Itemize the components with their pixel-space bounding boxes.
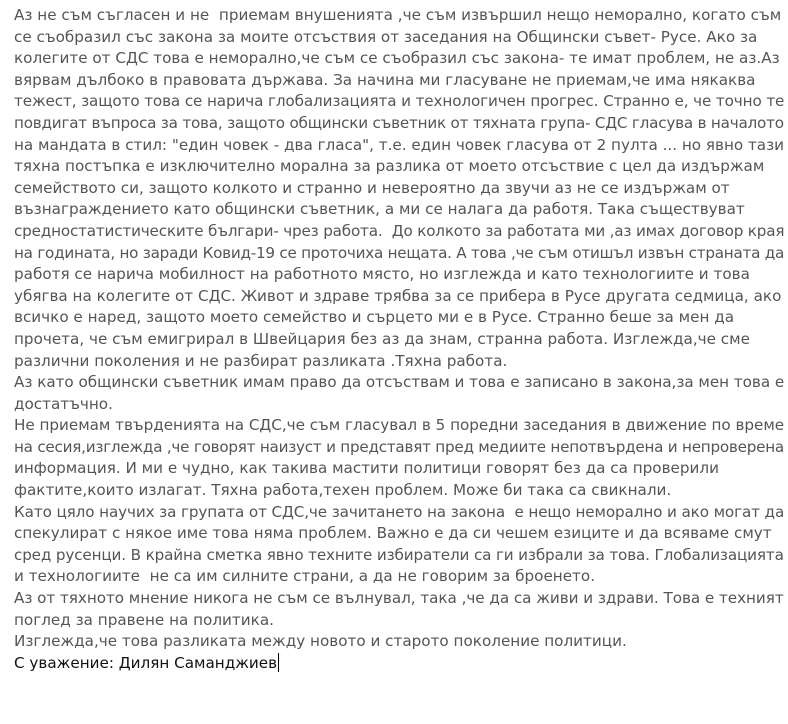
text-line: повдигат въпроса за това, защото общински съветник от тяхната група- СДС гласува в началото <box>14 113 784 132</box>
text-line: Като цяло научих за групата от СДС,че зачитането на закона е нещо неморално и ако могат да <box>14 502 785 521</box>
text-line: прочета, че съм емигрирал в Швейцария без аз да знам, странна работа. Изглежда,че сме <box>14 329 750 348</box>
text-line: Аз не съм съгласен и не приемам внушенията ,че съм извършил нещо неморално, когато съм <box>14 6 782 24</box>
text-line: и технологиите не са им силните страни, а да не говорим за броенето. <box>14 567 596 586</box>
text-line: се съобразил със закона за моите отсъствия от заседания на Общински съвет- Русе. Ако за <box>14 27 758 46</box>
text-line: на мандата в стил: "един човек - два гласа", т.е. един човек гласува от 2 пулта ... но явно тази <box>14 135 785 154</box>
text-line: информация. И ми е чудно, как такива мастити политици говорят без да са проверили <box>14 459 719 478</box>
paragraph <box>14 502 784 588</box>
text-line: Изглежда,че това разликата между новото и старото поколение политици. <box>14 632 627 651</box>
signature-line <box>14 653 784 675</box>
text-line: на сесия,изглежда ,че говорят наизуст и представят пред медиите непотвърдена и непроверена <box>14 437 784 456</box>
text-line: вярвам дълбоко в правовата държава. За начина ми гласуване не приемам,че има някаква <box>14 70 756 89</box>
text-line: сред русенци. В крайна сметка явно техните избиратели са ги избрали за това. Глобализацията <box>14 545 784 564</box>
paragraph <box>14 415 784 501</box>
text-line: убягва на колегите от СДС. Живот и здраве трябва за се прибера в Русе другата седмица, ако <box>14 286 782 305</box>
text-line: семейството си, защото колкото и странно и невероятно да звучи аз не се издържам от <box>14 178 730 197</box>
text-line: тежест, защото това се нарича глобализацията и технологичен прогрес. Странно е, че точно те <box>14 92 785 111</box>
paragraph <box>14 588 784 631</box>
text-cursor <box>278 653 279 672</box>
text-line: поглед за правене на политика. <box>14 610 274 629</box>
paragraphs <box>14 5 784 653</box>
text-line: възнаграждението като общински съветник, а ми се налага да работя. Така съществуват <box>14 200 745 219</box>
text-line: колегите от СДС това е неморално,че съм се съобразил със закона- те имат проблем, не аз.Аз <box>14 49 780 68</box>
document-body[interactable] <box>14 5 784 674</box>
paragraph <box>14 631 784 653</box>
text-line: различни поколения и не разбират разликата .Тяхна работа. <box>14 351 508 370</box>
text-line: средностатистическите българи- чрез работа. До колкото за работата ми ,аз имах договор края <box>14 221 785 240</box>
signature-text: С уважение: Дилян Саманджиев <box>14 653 278 672</box>
text-line: всичко е наред, защото моето семейство и сърцето ми е в Русе. Странно беше за мен да <box>14 308 735 327</box>
text-line: Не приемам твърденията на СДС,че съм гласувал в 5 поредни заседания в движение по време <box>14 416 785 435</box>
text-line: тяхна постъпка е изключително морална за разлика от моето отсъствие с цел да издържам <box>14 157 765 176</box>
text-line: спекулират с някое име това няма проблем. Важно е да си чешем езиците и да всяваме смут <box>14 524 772 543</box>
text-line: Аз като общински съветник имам право да отсъствам и това е записано в закона,за мен това е <box>14 373 785 392</box>
text-line: работя се нарича мобилност на работното място, но изглежда и като технологиите и това <box>14 265 750 284</box>
text-line: Аз от тяхното мнение никога не съм се вълнувал, така ,че да са живи и здрави. Това е техният <box>14 589 784 608</box>
paragraph <box>14 372 784 415</box>
paragraph <box>14 5 784 372</box>
text-line: фактите,които излагат. Тяхна работа,техен проблем. Може би така са свикнали. <box>14 481 672 500</box>
text-line: на годината, но заради Ковид-19 се проточиха нещата. А това ,че съм отишъл извън страната да <box>14 243 785 262</box>
text-line: достатъчно. <box>14 394 113 413</box>
